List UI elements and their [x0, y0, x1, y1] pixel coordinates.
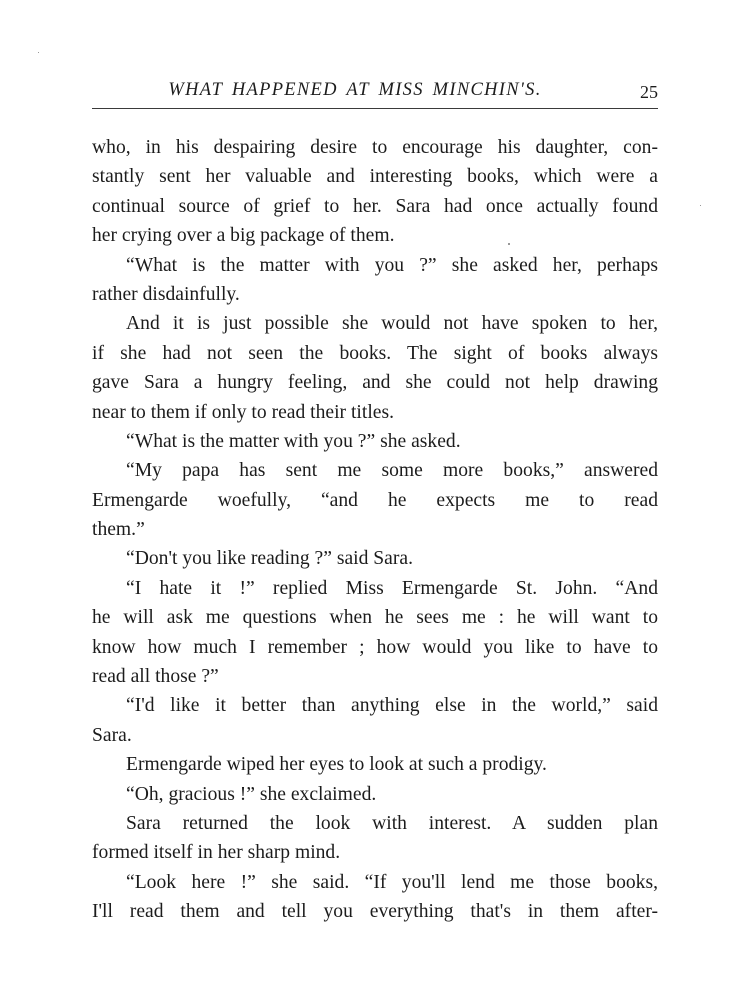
text-line: Sara. — [92, 724, 132, 746]
text-line: who, in his despairing desire to encourage his daughter, con- — [92, 137, 658, 158]
text-line: I'll read them and tell you everything that's in them after- — [92, 901, 658, 923]
text-line: “My papa has sent me some more books,” answered — [126, 460, 658, 482]
text-line: formed itself in her sharp mind. — [92, 842, 341, 864]
body-text — [92, 133, 658, 927]
text-line: Ermengarde woefully, “and he expects me to read — [92, 489, 658, 511]
running-head — [92, 80, 658, 108]
text-line: he will ask me questions when he sees me : he will want to — [92, 607, 658, 629]
text-line: “What is the matter with you ?” she asked her, perhaps — [126, 254, 658, 276]
page-number: 25 — [640, 82, 658, 102]
text-line: “I hate it !” replied Miss Ermengarde St. John. “And — [126, 577, 658, 599]
paper-speck — [700, 205, 701, 206]
text-line: “Oh, gracious !” she exclaimed. — [126, 783, 377, 805]
running-title: WHAT HAPPENED AT MISS MINCHIN'S. — [168, 80, 542, 100]
text-line: “What is the matter with you ?” she asked. — [126, 430, 461, 452]
text-line: “I'd like it better than anything else in the world,” said — [126, 695, 658, 717]
text-line: Sara returned the look with interest. A sudden plan — [126, 812, 658, 834]
text-line: rather disdainfully. — [92, 283, 240, 305]
paper-speck — [508, 243, 510, 245]
text-line: Ermengarde wiped her eyes to look at such a prodigy. — [126, 754, 547, 776]
text-line: near to them if only to read their titles. — [92, 401, 394, 423]
text-line: “Look here !” she said. “If you'll lend me those books, — [126, 871, 658, 893]
text-line: And it is just possible she would not have spoken to her, — [126, 313, 658, 335]
text-line: stantly sent her valuable and interesting books, which were a — [92, 166, 658, 188]
text-line: if she had not seen the books. The sight of books always — [92, 342, 658, 364]
header-rule — [92, 108, 658, 109]
text-line: gave Sara a hungry feeling, and she could not help drawing — [92, 372, 658, 394]
text-line: read all those ?” — [92, 666, 219, 688]
text-line: her crying over a big package of them. — [92, 225, 395, 247]
text-line: them.” — [92, 519, 145, 541]
text-line: continual source of grief to her. Sara had once actually found — [92, 195, 658, 217]
text-line: “Don't you like reading ?” said Sara. — [126, 548, 413, 570]
text-line: know how much I remember ; how would you like to have to — [92, 636, 658, 658]
paper-speck — [38, 52, 39, 53]
